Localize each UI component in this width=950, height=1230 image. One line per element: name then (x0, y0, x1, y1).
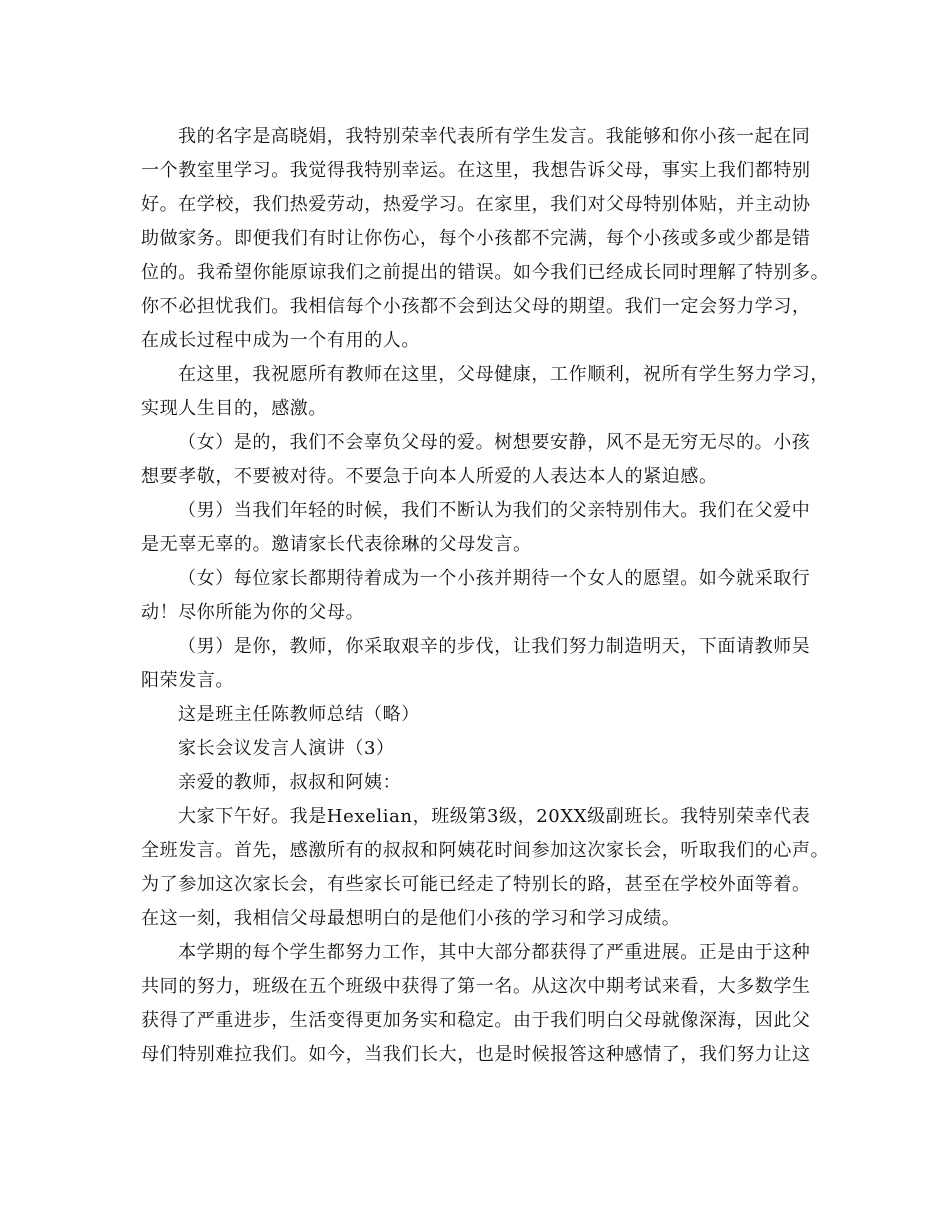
text-line: 助做家务。即便我们有时让你伤心，每个小孩都不完满，每个小孩或多或少都是错 (141, 228, 811, 249)
text-line: 母们特别难拉我们。如今，当我们长大，也是时候报答这种感情了，我们努力让这 (141, 1044, 811, 1065)
text-line: 全班发言。首先，感激所有的叔叔和阿姨花时间参加这次家长会，听取我们的心声。 (141, 840, 830, 861)
text-line: 这是班主任陈教师总结（略） (178, 704, 420, 725)
text-line: 亲爱的教师，叔叔和阿姨： (178, 772, 402, 793)
text-line: 是无辜无辜的。邀请家长代表徐琳的父母发言。 (141, 534, 532, 555)
text-line: 想要孝敬，不要被对待。不要急于向本人所爱的人表达本人的紧迫感。 (141, 466, 718, 487)
document-body (141, 120, 830, 1072)
text-line: 一个教室里学习。我觉得我特别幸运。在这里，我想告诉父母，事实上我们都特别 (141, 160, 811, 181)
text-line: 位的。我希望你能原谅我们之前提出的错误。如今我们已经成长同时理解了特别多。 (141, 262, 830, 283)
text-line: 家长会议发言人演讲（3） (178, 738, 395, 759)
text-line: （女）每位家长都期待着成为一个小孩并期待一个女人的愿望。如今就采取行 (178, 568, 811, 589)
text-line: 本学期的每个学生都努力工作，其中大部分都获得了严重进展。正是由于这种 (178, 942, 811, 963)
text-line: 在这一刻，我相信父母最想明白的是他们小孩的学习和学习成绩。 (141, 908, 681, 929)
text-line: 大家下午好。我是Hexelian，班级第3级，20XX级副班长。我特别荣幸代表 (178, 806, 811, 827)
text-line: 实现人生目的，感激。 (141, 398, 327, 419)
text-line: 在成长过程中成为一个有用的人。 (141, 330, 420, 351)
text-line: （男）当我们年轻的时候，我们不断认为我们的父亲特别伟大。我们在父爱中 (178, 500, 811, 521)
text-line: 阳荣发言。 (141, 670, 234, 691)
text-line: 为了参加这次家长会，有些家长可能已经走了特别长的路，甚至在学校外面等着。 (141, 874, 811, 895)
text-line: （女）是的，我们不会辜负父母的爱。树想要安静，风不是无穷无尽的。小孩 (178, 432, 811, 453)
text-line: 获得了严重进步，生活变得更加务实和稳定。由于我们明白父母就像深海，因此父 (141, 1010, 811, 1031)
text-line: 你不必担忧我们。我相信每个小孩都不会到达父母的期望。我们一定会努力学习， (141, 296, 811, 317)
text-line: 好。在学校，我们热爱劳动，热爱学习。在家里，我们对父母特别体贴，并主动协 (141, 194, 811, 215)
text-line: 我的名字是高晓娟，我特别荣幸代表所有学生发言。我能够和你小孩一起在同 (178, 126, 811, 147)
text-line: 动！尽你所能为你的父母。 (141, 602, 365, 623)
text-line: 在这里，我祝愿所有教师在这里，父母健康，工作顺利，祝所有学生努力学习， (178, 364, 829, 385)
text-line: 共同的努力，班级在五个班级中获得了第一名。从这次中期考试来看，大多数学生 (141, 976, 811, 997)
text-line: （男）是你，教师，你采取艰辛的步伐，让我们努力制造明天，下面请教师吴 (178, 636, 811, 657)
